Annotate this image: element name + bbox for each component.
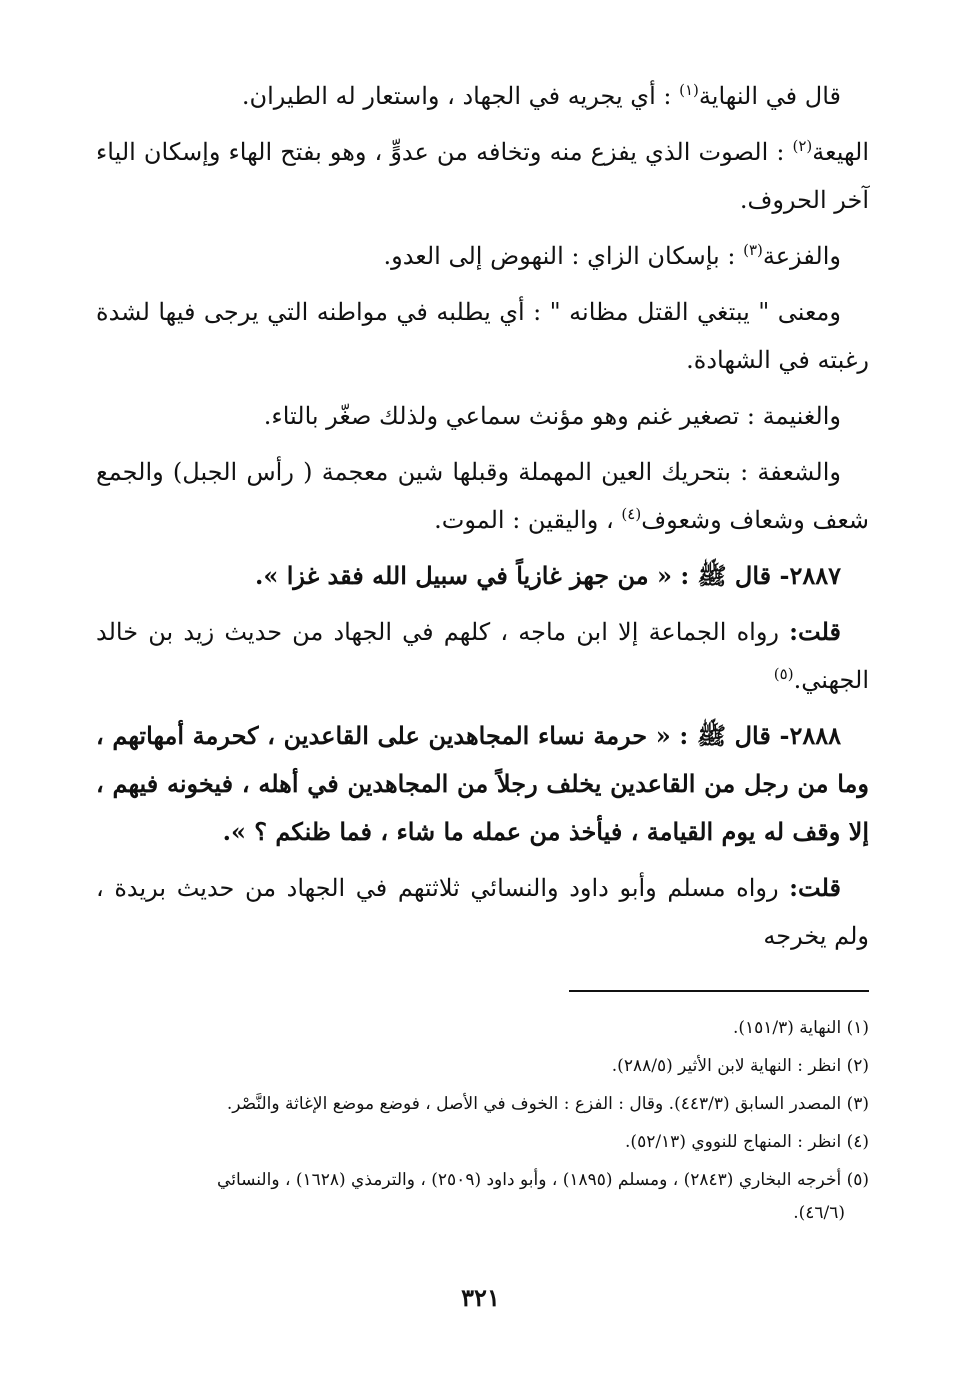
footnote-ref-2[interactable]: (٢) xyxy=(792,137,813,155)
qultu-label: قلت: xyxy=(789,873,841,902)
main-text xyxy=(96,72,869,960)
footnote-5-continuation: (٤٦/٦). xyxy=(793,1203,845,1223)
qultu-label: قلت: xyxy=(789,617,841,646)
commentary-2888: قلت: رواه مسلم وأبو داود والنسائي ثلاثتهم في الجهاد من حديث بريدة ، ولم يخرجه xyxy=(96,873,869,950)
paragraph-nihaya: قال في النهاية$^{(١)}$ : أي يجريه في الجهاد ، واستعار له الطيران. xyxy=(241,81,841,110)
paragraph-meaning: ومعنى " يبتغي القتل مظانه " : أي يطلبه في مواطنه التي يرجى فيها لشدة رغبته في الشهادة. xyxy=(96,298,869,374)
footnote-4: (٤) انظر : المنهاج للنووي (٥٢/١٣). xyxy=(625,1132,869,1152)
footnote-2: (٢) انظر : النهاية لابن الأثير (٢٨٨/٥). xyxy=(611,1056,869,1076)
paragraph-ghunayma: والغنيمة : تصغير غنم وهو مؤنث سماعي ولذلك صغّر بالتاء. xyxy=(263,402,841,430)
footnote-ref-1[interactable]: (١) xyxy=(679,81,699,99)
paragraph-fazaa: والفزعة$^{(٣)}$ : بإسكان الزاي : النهوض إلى العدو. xyxy=(383,241,841,270)
footnote-3: (٣) المصدر السابق (٤٤٣/٣). وقال : الفزع : الخوف في الأصل ، فوضع موضع الإغاثة والنَّصْر. xyxy=(226,1094,869,1114)
footnote-5: (٥) أخرجه البخاري (٢٨٤٣) ، ومسلم (١٨٩٥) ، وأبو داود (٢٥٠٩) ، والترمذي (١٦٢٨) ، والنسائي (٤٦/٦). xyxy=(217,1170,869,1223)
footnote-1: (١) النهاية (١٥١/٣). xyxy=(732,1018,869,1038)
page-number: ٣٢١ xyxy=(461,1283,500,1312)
footnotes xyxy=(96,1012,869,1235)
paragraph-shaafa: والشعفة : بتحريك العين المهملة وقبلها شين معجمة ( رأس الجبل) والجمع شعف وشعاف وشعوف$^{(٤)}$ ، واليقين : الموت. xyxy=(96,458,869,534)
footnote-ref-3[interactable]: (٣) xyxy=(743,241,763,259)
hadith-2888: ٢٨٨٨- قال ﷺ : « حرمة نساء المجاهدين على القاعدين ، كحرمة أمهاتهم ، وما من رجل من القاعدين يخلف رجلاً من المجاهدين في أهله ، فيخونه فيهم ، إلا وقف له يوم القيامة ، فيأخذ من عمله ما شاء ، فما ظنكم ؟ ». xyxy=(96,721,869,846)
hadith-2887: ٢٨٨٧- قال ﷺ : « من جهز غازياً في سبيل الله فقد غزا ». xyxy=(255,561,841,590)
footnote-ref-4[interactable]: (٤) xyxy=(621,505,642,523)
footnote-divider xyxy=(569,990,869,992)
paragraph-hayaa: الهيعة$^{(٢)}$ : الصوت الذي يفزع منه وتخافه من عدوٍّ ، وهو بفتح الهاء وإسكان الياء آخر الحروف. xyxy=(96,137,869,214)
commentary-2887: قلت: رواه الجماعة إلا ابن ماجه ، كلهم في الجهاد من حديث زيد بن خالد الجهني.$^{(٥)}$ xyxy=(96,617,869,694)
footnote-ref-5[interactable]: (٥) xyxy=(773,665,794,683)
